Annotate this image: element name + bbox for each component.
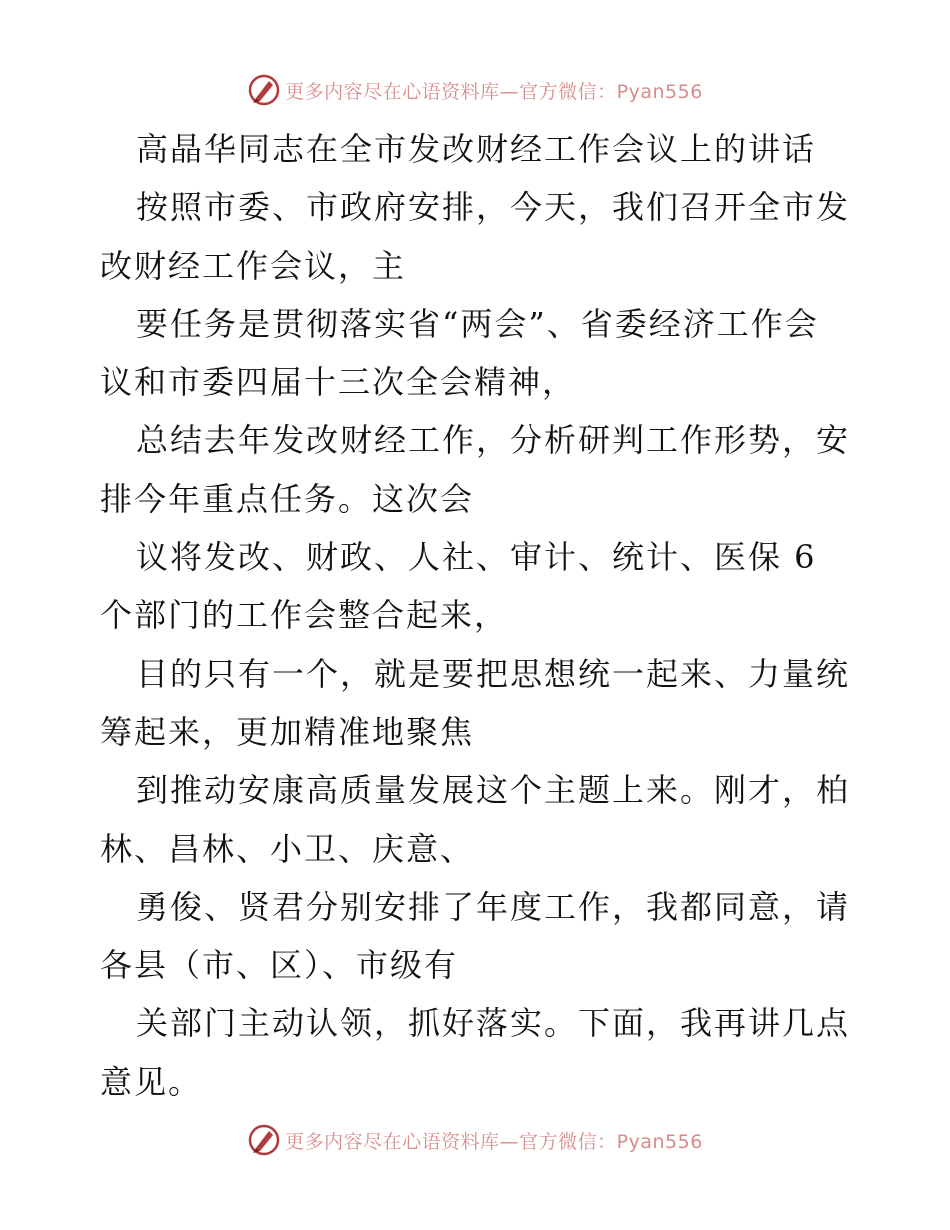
- header-banner: [0, 70, 950, 110]
- paragraph-line: 筹起来，更加精准地聚焦: [100, 712, 475, 751]
- footer-banner: [0, 1120, 950, 1160]
- paragraph-line: 勇俊、贤君分别安排了年度工作，我都同意，请: [136, 887, 851, 926]
- paragraph-line: 意见。: [100, 1062, 203, 1101]
- paragraph-line: 要任务是贯彻落实省“两会”、省委经济工作会: [136, 304, 819, 343]
- paragraph-line: 议将发改、财政、人社、审计、统计、医保 6: [136, 538, 817, 577]
- paragraph-line: 按照市委、市政府安排，今天，我们召开全市发: [136, 188, 851, 227]
- paragraph-line: 排今年重点任务。这次会: [100, 479, 475, 518]
- paragraph-line: 目的只有一个，就是要把思想统一起来、力量统: [136, 654, 851, 693]
- paragraph-line: 关部门主动认领，抓好落实。下面，我再讲几点: [136, 1004, 851, 1043]
- document-body: [100, 120, 860, 1111]
- document-title: 高晶华同志在全市发改财经工作会议上的讲话: [136, 130, 817, 168]
- paragraph-line: 林、昌林、小卫、庆意、: [100, 829, 475, 868]
- header-banner-text: 更多内容尽在心语资料库—官方微信：Pyan556: [285, 80, 703, 103]
- paragraph-line: 到推动安康高质量发展这个主题上来。刚才，柏: [136, 771, 851, 810]
- paragraph-line: 各县（市、区）、市级有: [100, 946, 459, 985]
- footer-banner-text: 更多内容尽在心语资料库—官方微信：Pyan556: [285, 1130, 703, 1153]
- pen-logo-icon: [247, 1123, 281, 1157]
- pen-logo-icon: [247, 73, 281, 107]
- paragraph-line: 改财经工作会议，主: [100, 246, 407, 285]
- paragraph-line: 议和市委四届十三次全会精神，: [100, 363, 577, 402]
- paragraph-line: 个部门的工作会整合起来，: [100, 596, 509, 635]
- paragraph-line: 总结去年发改财经工作，分析研判工作形势，安: [136, 421, 851, 460]
